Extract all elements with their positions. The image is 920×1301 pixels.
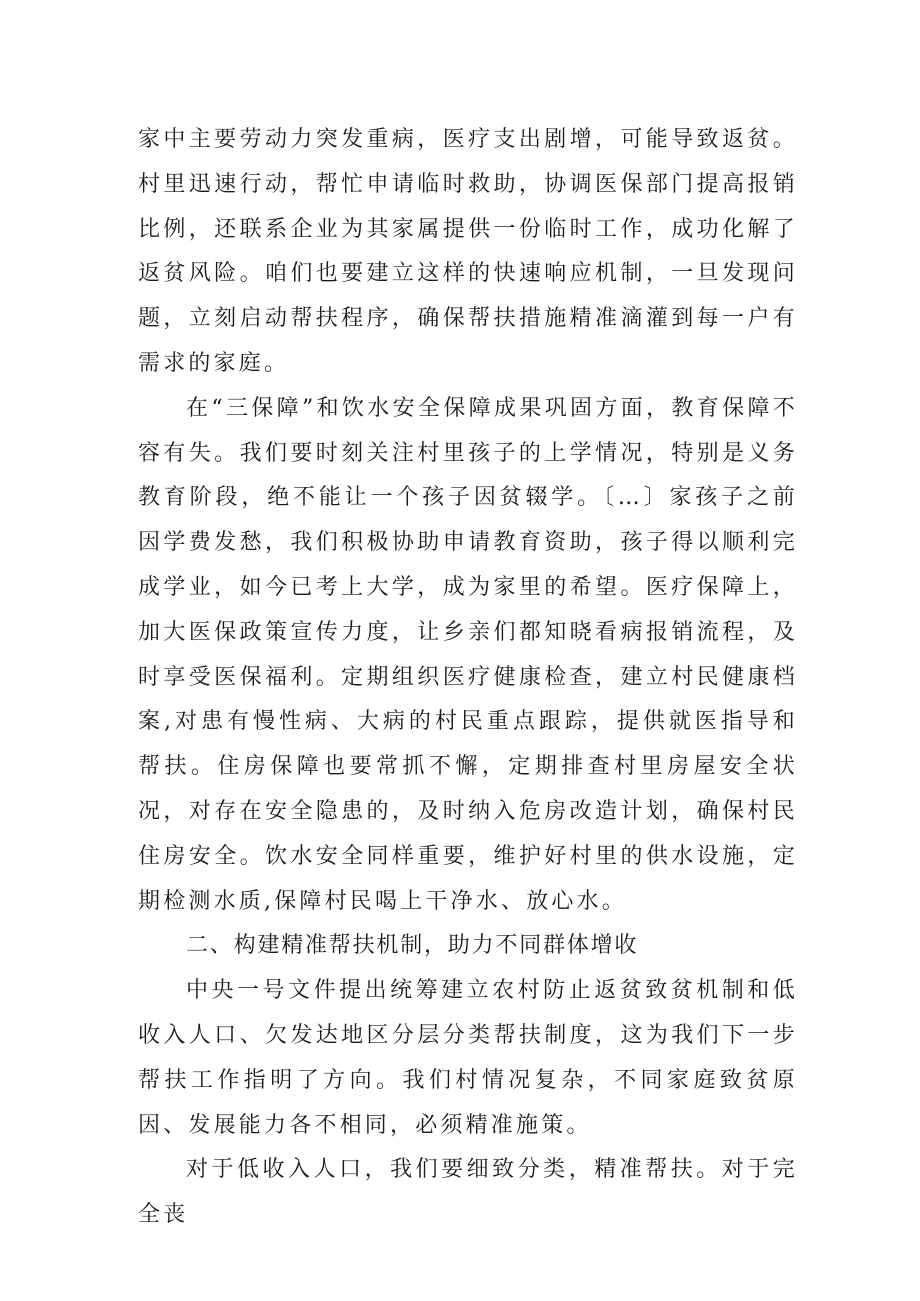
paragraph-return-to-poverty-response: 家中主要劳动力突发重病，医疗支出剧增，可能导致返贫。村里迅速行动，帮忙申请临时救助，协调医保部门提高报销比例，还联系企业为其家属提供一份临时工作，成功化解了返贫风险。咱们也要建立这样的快速响应机制，一旦发现问题，立刻启动帮扶程序，确保帮扶措施精准滴灌到每一户有需求的家庭。	[138, 127, 798, 376]
paragraph-low-income-population: 对于低收入人口，我们要细致分类，精准帮扶。对于完全丧	[138, 1157, 798, 1228]
document-body	[138, 118, 798, 1238]
section-heading: 二、构建精准帮扶机制，助力不同群体增收	[186, 933, 639, 959]
paragraph-three-guarantees: 在“三保障”和饮水安全保障成果巩固方面，教育保障不容有失。我们要时刻关注村里孩子的上学情况，特别是义务教育阶段，绝不能让一个孩子因贫辍学。〔…〕家孩子之前因学费发愁，我们积极协助申请教育资助，孩子得以顺利完成学业，如今已考上大学，成为家里的希望。医疗保障上，加大医保政策宣传力度，让乡亲们都知晓看病报销流程，及时享受医保福利。定期组织医疗健康检查，建立村民健康档案,对患有慢性病、大病的村民重点跟踪，提供就医指导和帮扶。住房保障也要常抓不懈，定期排查村里房屋安全状况，对存在安全隐患的，及时纳入危房改造计划，确保村民住房安全。饮水安全同样重要，维护好村里的供水设施，定期检测水质,保障村民喝上干净水、放心水。	[138, 395, 798, 914]
paragraph-central-document: 中央一号文件提出统筹建立农村防止返贫致贫机制和低收入人口、欠发达地区分层分类帮扶制度，这为我们下一步帮扶工作指明了方向。我们村情况复杂，不同家庭致贫原因、发展能力各不相同，必须精准施策。	[138, 978, 798, 1138]
